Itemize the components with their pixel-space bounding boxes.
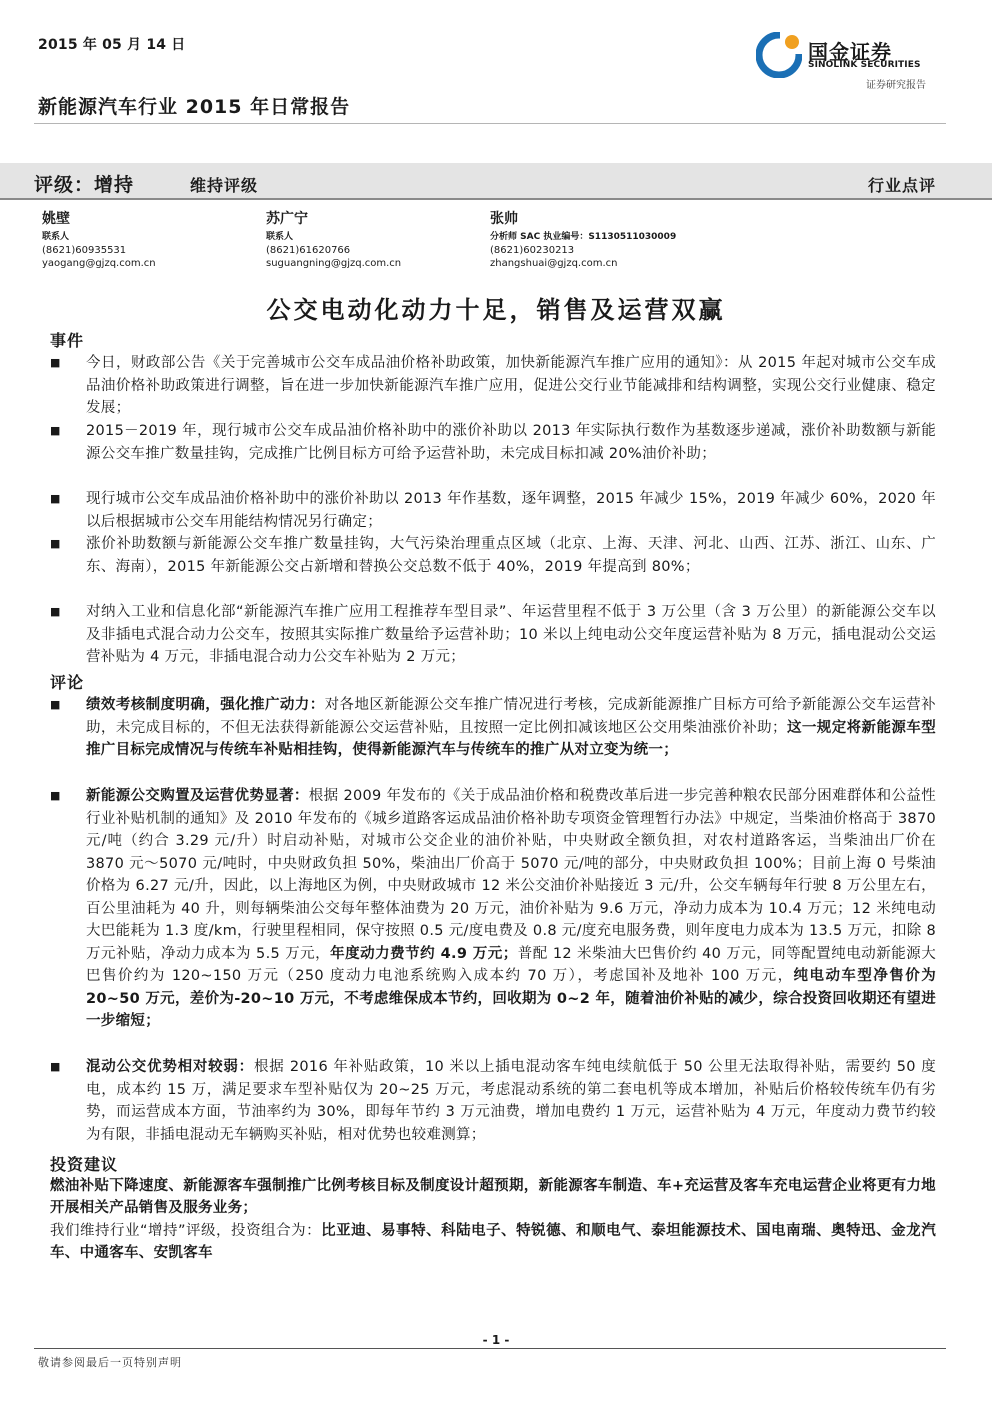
footer-disclaimer: 敬请参阅最后一页特别声明 (38, 1356, 182, 1369)
analyst-block (266, 210, 401, 270)
bullet-icon: ■ (50, 789, 61, 802)
bullet-icon: ■ (50, 424, 61, 437)
logo-english-name: SINOLINK SECURITIES (808, 60, 921, 70)
event-item (50, 488, 936, 533)
logo-subtitle: 证券研究报告 (866, 80, 926, 91)
bullet-icon: ■ (50, 356, 61, 369)
event-item (50, 420, 936, 465)
analyst-name: 苏广宁 (266, 211, 308, 227)
bullet-icon: ■ (50, 1060, 61, 1073)
analyst-phone: (8621)61620766 (266, 245, 351, 256)
analyst-phone: (8621)60935531 (42, 245, 127, 256)
rating-label: 评级：增持 (34, 174, 135, 196)
analyst-role: 联系人 (42, 232, 70, 242)
invest-summary (50, 1175, 936, 1219)
review-highlight: 年度动力费节约 4.9 万元； (330, 945, 518, 962)
event-text: 今日，财政部公告《关于完善城市公交车成品油价格补助政策，加快新能源汽车推广应用的通知》：从 2015 年起对城市公交车成品油价格补助政策进行调整，旨在进一步加快新能源汽车推广应用，促进公交行业节能减排和结构调整，实现公交行业健康、稳定发展； (86, 355, 936, 416)
page-number: - 1 - (482, 1333, 510, 1347)
bullet-icon: ■ (50, 492, 61, 505)
footer-divider (34, 1348, 946, 1349)
review-lead: 新能源公交购置及运营优势显著： (86, 788, 309, 804)
invest-bold-line: 燃油补贴下降速度、新能源客车强制推广比例考核目标及制度设计超预期，新能源客车制造、车+充运营及客车充电运营企业将更有力地开展相关产品销售及服务业务； (50, 1178, 936, 1216)
review-lead: 绩效考核制度明确，强化推广动力： (86, 697, 325, 713)
logo-mark-icon (756, 32, 802, 78)
invest-lead: 我们维持行业“增持”评级，投资组合为： (50, 1223, 322, 1239)
section-heading-events: 事件 (50, 331, 85, 350)
header-divider (34, 123, 946, 124)
rating-bar-underline (0, 198, 992, 200)
bullet-icon: ■ (50, 537, 61, 550)
review-item (50, 785, 936, 1033)
event-item (50, 533, 936, 578)
analyst-role: 联系人 (266, 232, 294, 242)
review-text (50, 785, 936, 1033)
portfolio-list: 比亚迪、易事特、科陆电子、特锐德、和顺电气、泰坦能源技术、国电南瑞、奥特迅、金龙汽车、中通客车、安凯客车 (50, 1223, 936, 1261)
analyst-email[interactable]: yaogang@gjzq.com.cn (42, 258, 156, 269)
analyst-block (42, 210, 156, 270)
review-conclusion: 这一规定将新能源车型推广目标完成情况与传统车补贴相挂钩，使得新能源汽车与传统车的推广从对立变为统一； (86, 719, 937, 758)
analyst-name: 姚壁 (42, 211, 70, 227)
bullet-icon: ■ (50, 605, 61, 618)
report-series-title: 新能源汽车行业 2015 年日常报告 (38, 96, 351, 118)
event-text: 现行城市公交车成品油价格补助中的涨价补助以 2013 年作基数，逐年调整，2015 年减少 15%，2019 年减少 60%，2020 年以后根据城市公交车用能结构情况另行确定； (86, 491, 936, 530)
review-text (50, 1056, 936, 1146)
review-body-continued: 普配 12 米柴油大巴售价约 40 万元，同等配置纯电动新能源大巴售价约为 120~150 万元（250 度动力电池系统购入成本约 70 万），考虑国补及地补 100 万元， (86, 945, 937, 984)
report-date: 2015 年 05 月 14 日 (38, 37, 186, 53)
article-title: 公交电动化动力十足，销售及运营双赢 (266, 296, 726, 324)
bullet-icon: ■ (50, 698, 61, 711)
section-heading-review: 评论 (50, 673, 85, 692)
event-text: 对纳入工业和信息化部“新能源汽车推广应用工程推荐车型目录”、年运营里程不低于 3 万公里（含 3 万公里）的新能源公交车以及非插电式混合动力公交车，按照其实际推广数量给予运营补助；10 米以上纯电动公交年度运营补贴为 8 万元，插电混动公交运营补贴为 4 万元，非插电混合动力公交车补贴为 2 万元； (86, 604, 936, 665)
analyst-role: 分析师 SAC 执业编号：S1130511030009 (490, 232, 677, 242)
analyst-name: 张帅 (490, 211, 518, 227)
review-item (50, 1056, 936, 1146)
review-item (50, 694, 936, 762)
review-text (50, 694, 936, 762)
section-heading-invest: 投资建议 (50, 1155, 119, 1174)
analyst-phone: (8621)60230213 (490, 245, 575, 256)
review-body: 根据 2009 年发布的《关于成品油价格和税费改革后进一步完善种粮农民部分困难群体和公益性行业补贴机制的通知》及 2010 年发布的《城乡道路客运成品油价格补助专项资金管理暂行办法》中规定，当柴油价格高于 3870 元/吨（约合 3.29 元/升）时启动补贴，对城市公交企业的油价补贴，中央财政全额负担，对农村道路客运，当柴油出厂价在 3870 元～5070 元/吨时，中央财政负担 50%，柴油出厂价高于 5070 元/吨的部分，中央财政负担 100%；目前上海 0 号柴油价格为 6.27 元/升，因此，以上海地区为例，中央财政城市 12 米公交油价补贴接近 3 元/升，公交车辆每年行驶 8 万公里左右，百公里油耗为 40 升，则每辆柴油公交每年整体油费为 20 万元，油价补贴为 9.6 万元，净动力成本为 10.4 万元；12 米纯电动大巴能耗为 1.3 度/km，行驶里程相同，保守按照 0.5 元/度电费及 0.8 元/度充电服务费，则年度电力成本为 13.5 万元，扣除 8 万元补贴，净动力成本为 5.5 万元， (86, 788, 937, 962)
event-text: 2015－2019 年，现行城市公交车成品油价格补助中的涨价补助以 2013 年实际执行数作为基数逐步递减，涨价补助数额与新能源公交车推广数量挂钩，完成推广比例目标方可给予运营补助，未完成目标扣减 20%油价补助； (86, 423, 936, 462)
review-body: 根据 2016 年补贴政策，10 米以上插电混动客车纯电续航低于 50 公里无法取得补贴，需要约 50 度电，成本约 15 万，满足要求车型补贴仅为 20~25 万元，考虑混动系统的第二套电机等成本增加，补贴后价格较传统车仍有劣势，而运营成本方面，节油率约为 30%，即每年节约 3 万元油费，增加电费约 1 万元，运营补贴为 4 万元，年度动力费节约较为有限，非插电混动无车辆购买补贴，相对优势也较难测算； (86, 1059, 936, 1143)
review-conclusion: 纯电动车型净售价为 20~50 万元，差价为-20~10 万元，不考虑维保成本节约，回收期为 0~2 年，随着油价补贴的减少，综合投资回收期还有望进一步缩短； (86, 968, 936, 1029)
event-item (50, 601, 936, 669)
review-lead: 混动公交优势相对较弱： (86, 1059, 254, 1075)
logo-chinese-name: 国金证券 (808, 40, 892, 64)
rating-bar (0, 163, 992, 199)
rating-action: 维持评级 (190, 176, 259, 195)
analyst-email[interactable]: suguangning@gjzq.com.cn (266, 258, 402, 269)
analyst-email[interactable]: zhangshuai@gjzq.com.cn (490, 258, 618, 269)
invest-portfolio (50, 1220, 936, 1264)
event-item (50, 352, 936, 420)
review-body: 对各地区新能源公交车推广情况进行考核，完成新能源推广目标方可给予新能源公交车运营补助，未完成目标的，不但无法获得新能源公交运营补贴，且按照一定比例扣减该地区公交用柴油涨价补助； (86, 697, 936, 736)
analyst-block (490, 210, 676, 270)
event-text: 涨价补助数额与新能源公交车推广数量挂钩，大气污染治理重点区域（北京、上海、天津、河北、山西、江苏、浙江、山东、广东、海南），2015 年新能源公交占新增和替换公交总数不低于 40%，2019 年提高到 80%； (86, 536, 936, 575)
report-type: 行业点评 (867, 176, 936, 195)
